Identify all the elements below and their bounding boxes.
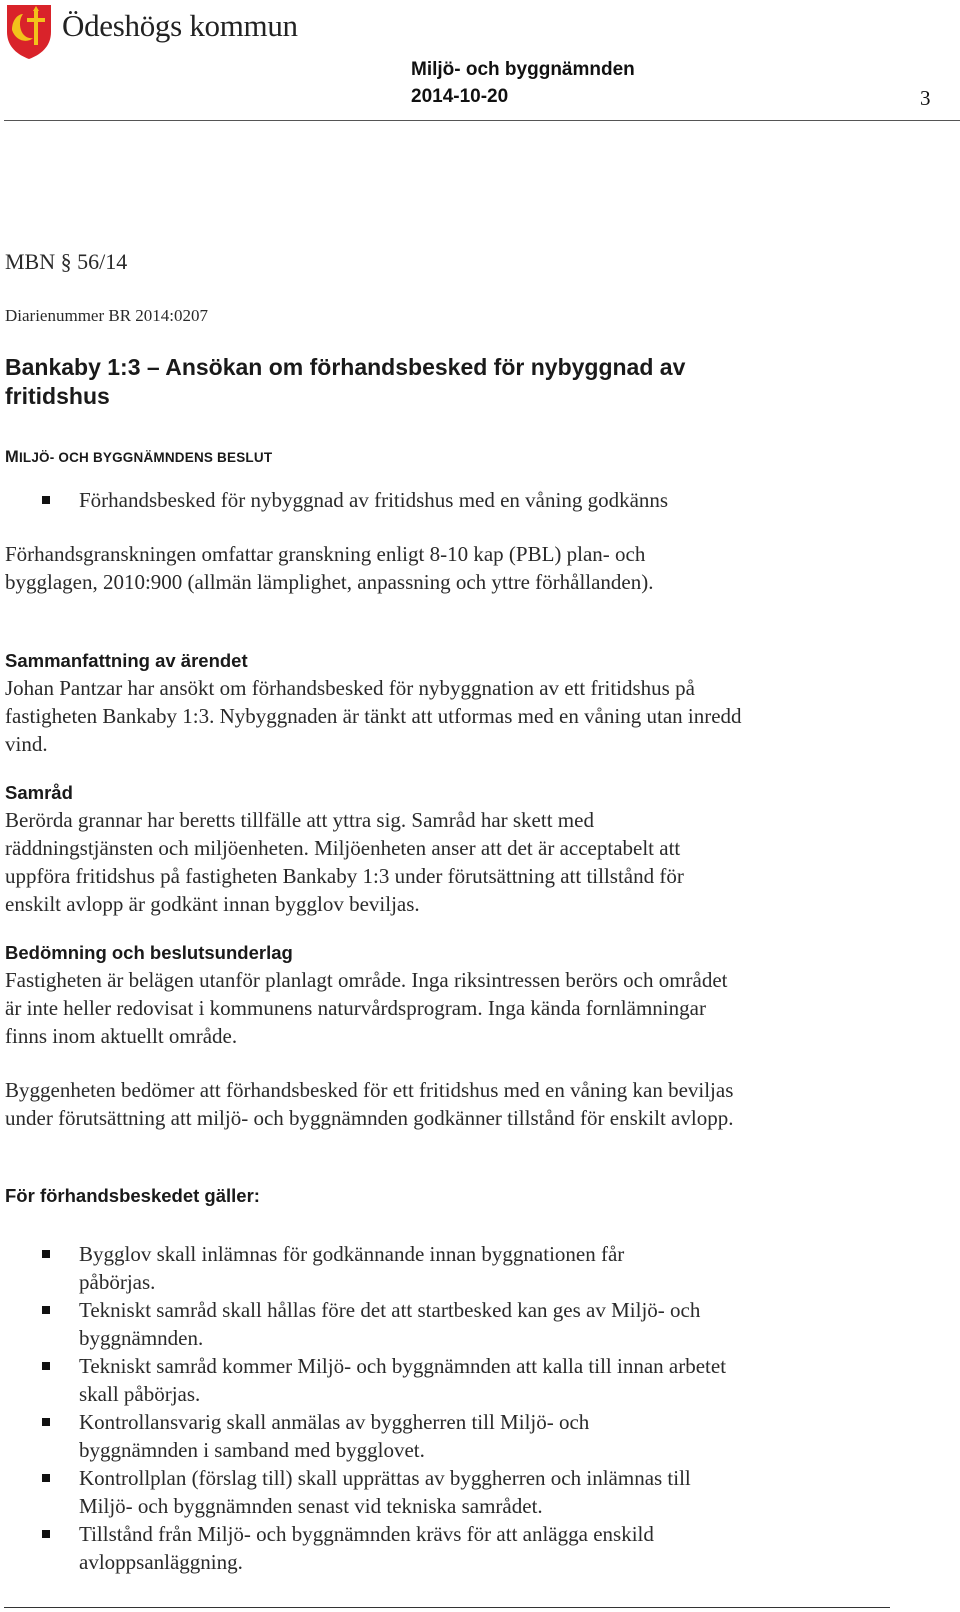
decision-heading: MILJÖ- OCH BYGGNÄMNDENS BESLUT bbox=[5, 448, 273, 466]
assessment-text-2: Byggenheten bedömer att förhandsbesked för ett fritidshus med en våning kan beviljas under förutsättning att miljö- och byggnämnden godkänner tillstånd för enskilt avlopp. bbox=[5, 1078, 734, 1130]
bullet-square-icon bbox=[42, 496, 50, 504]
decision-text: Förhandsgranskningen omfattar granskning enligt 8-10 kap (PBL) plan- och bygglagen, 2010:900 (allmän lämplighet, anpassning och yttre förhållanden). bbox=[5, 542, 654, 594]
header-divider bbox=[4, 120, 960, 121]
list-item: Kontrollplan (förslag till) skall upprättas av byggherren och inlämnas till Miljö- och byggnämnden senast vid tekniska samrådet. bbox=[42, 1464, 762, 1520]
organization-name: Ödeshögs kommun bbox=[62, 8, 298, 43]
conditions-list bbox=[42, 1240, 762, 1576]
diary-number: Diarienummer BR 2014:0207 bbox=[5, 306, 209, 325]
list-item: Tillstånd från Miljö- och byggnämnden krävs för att anlägga enskild avloppsanläggning. bbox=[42, 1520, 762, 1576]
header-committee: Miljö- och byggnämnden bbox=[411, 59, 635, 80]
consultation-text: Berörda grannar har beretts tillfälle att yttra sig. Samråd har skett med räddningstjänsten och miljöenheten. Miljöenheten anser att det är acceptabelt att uppföra fritidshus på fastigheten Bankaby 1:3 under förutsättning att tillstånd för enskilt avlopp är godkänt innan bygglov beviljas. bbox=[5, 808, 684, 916]
list-item: Tekniskt samråd kommer Miljö- och byggnämnden att kalla till innan arbetet skall påbörjas. bbox=[42, 1352, 762, 1408]
summary-text: Johan Pantzar har ansökt om förhandsbesked för nybyggnation av ett fritidshus på fastigheten Bankaby 1:3. Nybyggnaden är tänkt att utformas med en våning utan inredd vind. bbox=[5, 676, 742, 756]
page-number: 3 bbox=[920, 86, 931, 110]
municipal-coat-of-arms-icon bbox=[4, 2, 54, 60]
conditions-heading: För förhandsbeskedet gäller: bbox=[5, 1185, 260, 1206]
assessment-heading: Bedömning och beslutsunderlag bbox=[5, 942, 293, 963]
case-title: Bankaby 1:3 – Ansökan om förhandsbesked för nybyggnad av fritidshus bbox=[5, 354, 686, 409]
decision-bullet bbox=[42, 486, 762, 514]
bullet-square-icon bbox=[42, 1362, 50, 1370]
footer-divider bbox=[4, 1607, 890, 1608]
list-item: Bygglov skall inlämnas för godkännande innan byggnationen får påbörjas. bbox=[42, 1240, 762, 1296]
bullet-square-icon bbox=[42, 1418, 50, 1426]
summary-heading: Sammanfattning av ärendet bbox=[5, 650, 248, 671]
bullet-square-icon bbox=[42, 1250, 50, 1258]
bullet-square-icon bbox=[42, 1530, 50, 1538]
decision-bullet-text: Förhandsbesked för nybyggnad av fritidshus med en våning godkänns bbox=[79, 488, 669, 512]
header-date: 2014-10-20 bbox=[411, 86, 509, 107]
consultation-heading: Samråd bbox=[5, 782, 73, 803]
paragraph-reference: MBN § 56/14 bbox=[5, 249, 128, 274]
assessment-text-1: Fastigheten är belägen utanför planlagt område. Inga riksintressen berörs och området är inte heller redovisat i kommunens naturvårdsprogram. Inga kända fornlämningar finns inom aktuellt område. bbox=[5, 968, 728, 1048]
list-item: Kontrollansvarig skall anmälas av byggherren till Miljö- och byggnämnden i samband med bygglovet. bbox=[42, 1408, 762, 1464]
list-item: Tekniskt samråd skall hållas före det att startbesked kan ges av Miljö- och byggnämnden. bbox=[42, 1296, 762, 1352]
bullet-square-icon bbox=[42, 1306, 50, 1314]
bullet-square-icon bbox=[42, 1474, 50, 1482]
